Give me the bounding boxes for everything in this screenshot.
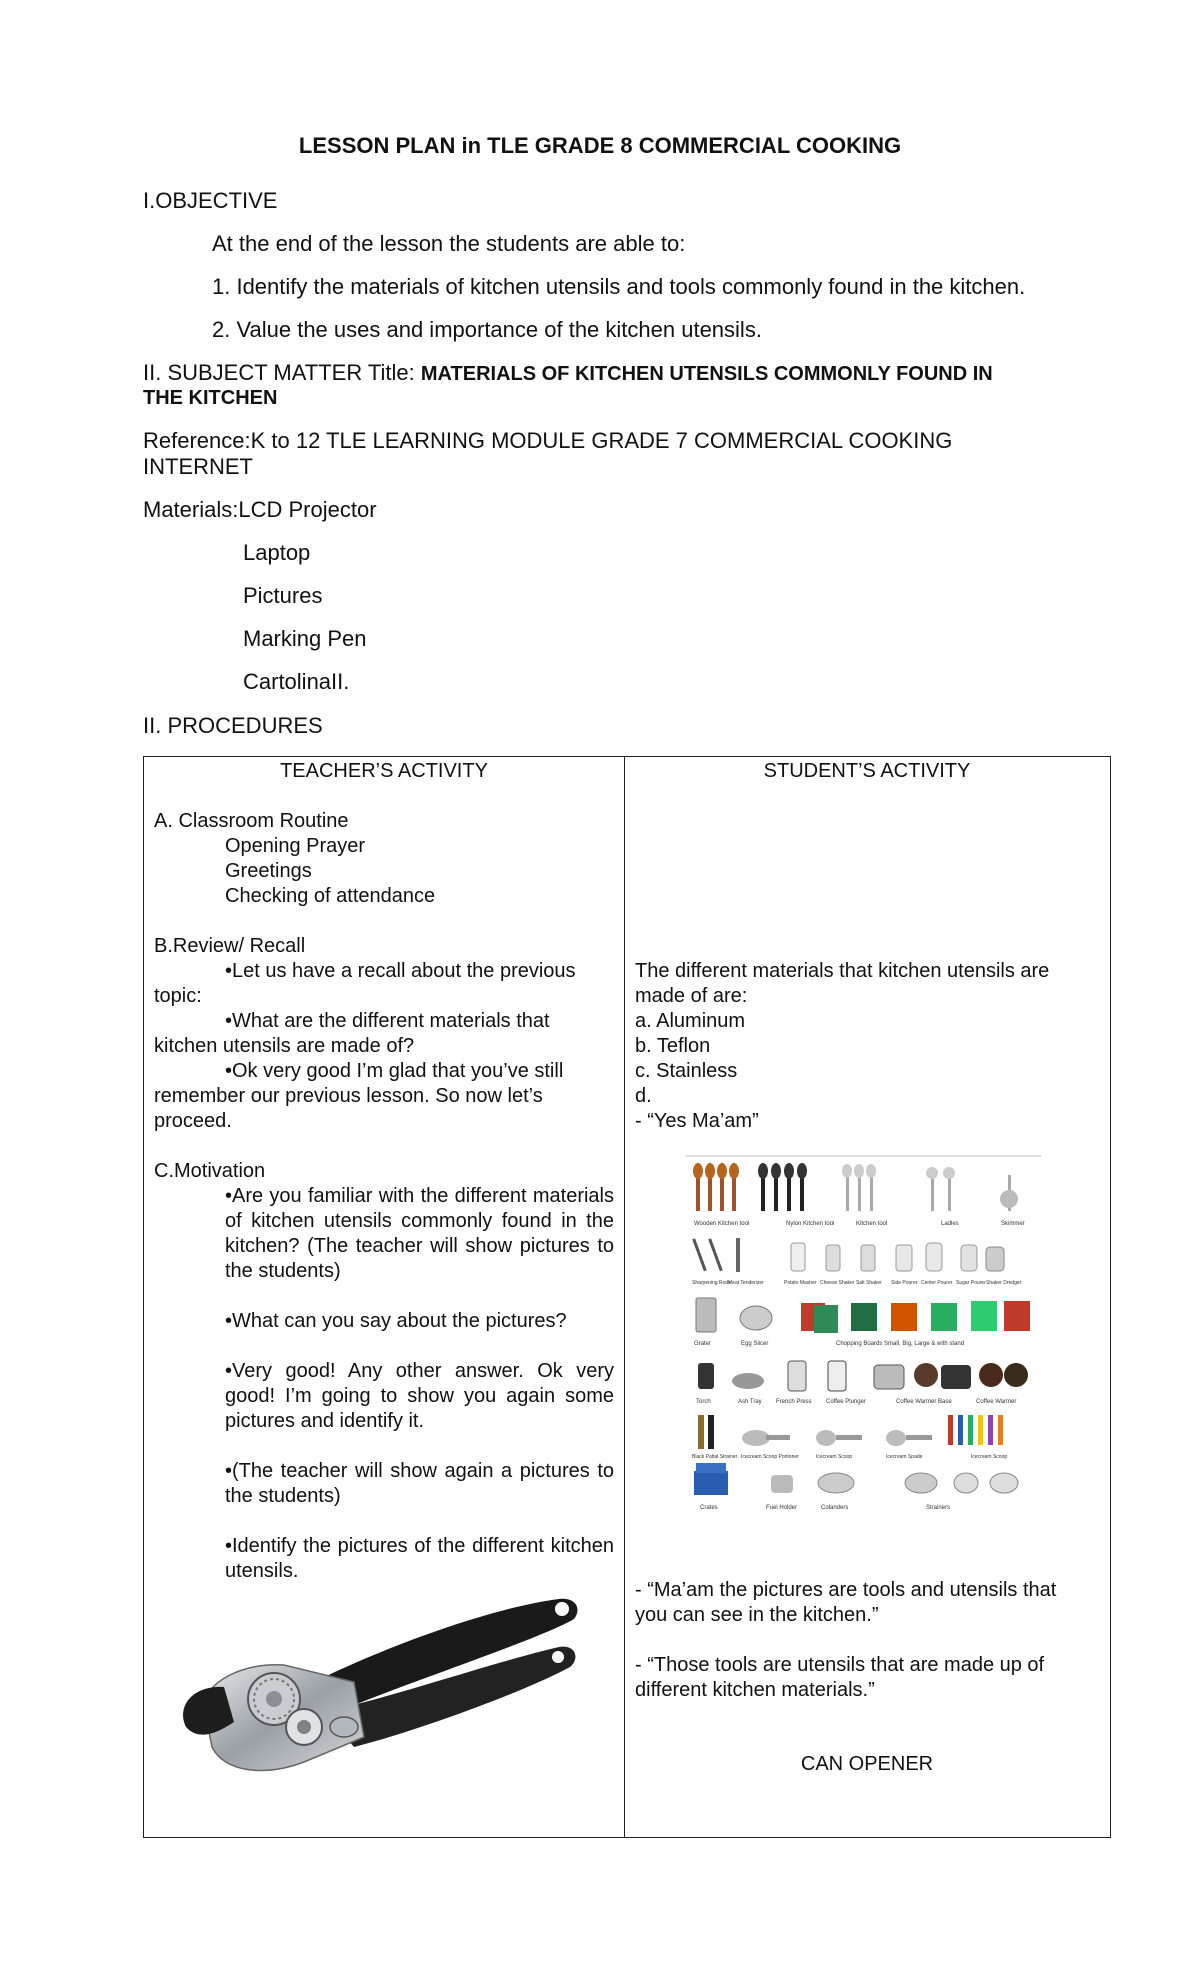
motivation-heading: C.Motivation <box>154 1160 266 1182</box>
chart-label: Grater <box>694 1341 712 1347</box>
chart-label: Icecream Scoop Portioner <box>741 1454 799 1460</box>
procedures-table <box>143 756 1111 1838</box>
motivation-paragraph-1: •Are you familiar with the different materials of kitchen utensils commonly found in the kitchen? (The teacher will show pictures to the students) <box>225 1185 614 1282</box>
student-answer-1-line2: you can see in the kitchen.” <box>635 1604 879 1626</box>
chart-label: Salt Shaker <box>856 1280 882 1286</box>
procedures-heading: II. PROCEDURES <box>143 713 323 738</box>
student-answer-1-line1: - “Ma’am the pictures are tools and utensils that <box>635 1579 1057 1601</box>
chart-label: Potato Masher <box>784 1280 817 1286</box>
chart-label: Icecream Scoop <box>816 1454 853 1460</box>
motivation-paragraph-2: •What can you say about the pictures? <box>225 1310 567 1332</box>
routine-heading: A. Classroom Routine <box>154 810 349 832</box>
student-materials-line2: made of are: <box>635 985 748 1007</box>
student-material-item: a. Aluminum <box>635 1010 746 1032</box>
chart-label: Meat Tenderizer <box>728 1280 764 1286</box>
review-bullet-2-line2: kitchen utensils are made of? <box>154 1035 415 1057</box>
utensil-row-3 <box>694 1298 1030 1347</box>
student-yes-answer: - “Yes Ma’am” <box>635 1110 759 1132</box>
subject-title-line1: MATERIALS OF KITCHEN UTENSILS COMMONLY FOUND IN <box>420 363 993 385</box>
objective-item-2: 2. Value the uses and importance of the kitchen utensils. <box>212 317 762 342</box>
routine-item: Greetings <box>225 860 312 882</box>
chart-label: Shaker Dredger <box>986 1280 1022 1286</box>
chart-label: Crates <box>700 1505 718 1511</box>
chart-label: French Press <box>776 1399 812 1405</box>
subject-matter-label: II. SUBJECT MATTER Title: <box>143 360 421 385</box>
subject-title-line2: THE KITCHEN <box>143 387 278 409</box>
review-heading: B.Review/ Recall <box>154 935 306 957</box>
utensil-row-5 <box>692 1415 1007 1460</box>
student-answer-2-line1: - “Those tools are utensils that are made up of <box>635 1654 1045 1676</box>
can-opener-label: CAN OPENER <box>800 1753 934 1775</box>
review-bullet-2-line1: •What are the different materials that <box>225 1010 550 1032</box>
chart-label: Skimmer <box>1001 1221 1025 1227</box>
material-item: Laptop <box>243 540 311 565</box>
chart-label: Strainers <box>926 1505 951 1511</box>
chart-label: Icecream Scoop <box>971 1454 1008 1460</box>
chart-label: Sugar Pourer <box>956 1280 986 1286</box>
chart-label: Egg Slicer <box>741 1341 769 1347</box>
subject-matter-line <box>143 360 993 386</box>
chart-label: Chopping Boards Small, Big, Large & with stand <box>836 1341 965 1347</box>
student-header: STUDENT’S ACTIVITY <box>763 760 971 782</box>
reference-line2: INTERNET <box>143 454 253 479</box>
routine-item: Checking of attendance <box>225 885 436 907</box>
objective-intro: At the end of the lesson the students are able to: <box>212 231 686 256</box>
chart-label: Coffee Warmer Base <box>896 1399 952 1405</box>
review-bullet-3-line1: •Ok very good I’m glad that you’ve still <box>225 1060 564 1082</box>
utensil-row-6 <box>694 1463 1018 1511</box>
utensil-row-2 <box>692 1238 1022 1286</box>
chart-label: Black Pattal Strainer <box>692 1454 738 1460</box>
chart-label: Side Pourer <box>891 1280 918 1286</box>
utensil-row-1 <box>693 1163 1025 1227</box>
motivation-paragraph-3: •Very good! Any other answer. Ok very good! I’m going to show you again some pictures and identify it. <box>225 1360 614 1432</box>
chart-label: Cheese Shaker <box>820 1280 855 1286</box>
kitchen-utensils-chart-image <box>686 1153 1041 1519</box>
table-divider <box>624 757 625 1837</box>
chart-label: Fuel Holder <box>766 1505 798 1511</box>
student-material-item: d. <box>635 1085 652 1107</box>
student-material-item: c. Stainless <box>635 1060 738 1082</box>
motivation-paragraph-4: •(The teacher will show again a pictures to the students) <box>225 1460 614 1507</box>
student-materials-line1: The different materials that kitchen utensils are <box>635 960 1050 982</box>
material-item: Pictures <box>243 583 323 608</box>
chart-label: Ladles <box>941 1221 959 1227</box>
chart-label: Colanders <box>821 1505 849 1511</box>
chart-label: Wooden Kitchen tool <box>694 1221 750 1227</box>
review-bullet-1-line1: •Let us have a recall about the previous <box>225 960 576 982</box>
chart-label: Center Pourer <box>921 1280 953 1286</box>
review-bullet-3-line3: proceed. <box>154 1110 232 1132</box>
objective-heading: I.OBJECTIVE <box>143 188 278 213</box>
motivation-paragraph-5: •Identify the pictures of the different kitchen utensils. <box>225 1535 614 1582</box>
chart-label: Ash Tray <box>738 1399 762 1405</box>
material-item: Marking Pen <box>243 626 367 651</box>
objective-item-1: 1. Identify the materials of kitchen utensils and tools commonly found in the kitchen. <box>212 274 1026 299</box>
chart-label: Kitchen tool <box>856 1221 888 1227</box>
student-answer-2-line2: different kitchen materials.” <box>635 1679 875 1701</box>
teacher-header: TEACHER’S ACTIVITY <box>280 760 488 782</box>
review-bullet-3-line2: remember our previous lesson. So now let’s <box>154 1085 543 1107</box>
chart-label: Torch <box>696 1399 711 1405</box>
utensil-row-4 <box>696 1361 1028 1405</box>
chart-label: Sharpening Rods <box>692 1280 731 1286</box>
page-title: LESSON PLAN in TLE GRADE 8 COMMERCIAL COOKING <box>298 133 902 158</box>
chart-label: Coffee Plunger <box>826 1399 866 1405</box>
materials-label: Materials:LCD Projector <box>143 497 377 522</box>
can-opener-image <box>164 1587 584 1787</box>
review-bullet-1-line2: topic: <box>154 985 202 1007</box>
student-material-item: b. Teflon <box>635 1035 711 1057</box>
chart-label: Nylon Kitchen tool <box>786 1221 835 1227</box>
routine-item: Opening Prayer <box>225 835 366 857</box>
chart-label: Coffee Warmer <box>976 1399 1017 1405</box>
material-item: CartolinaII. <box>243 669 350 694</box>
chart-label: Icecream Spade <box>886 1454 923 1460</box>
reference-line1: Reference:K to 12 TLE LEARNING MODULE GRADE 7 COMMERCIAL COOKING <box>143 428 953 453</box>
